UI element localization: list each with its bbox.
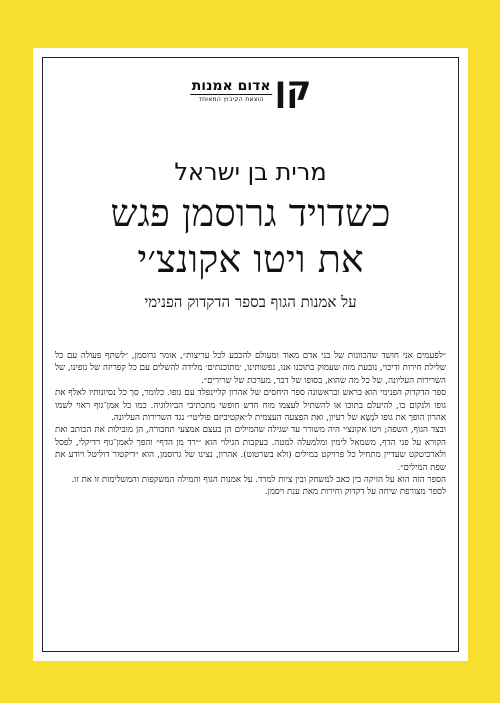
logo-name: אדום אמנות [191,78,271,94]
logo-mark: קן [274,69,312,109]
publisher-logo [190,69,312,109]
book-cover [33,48,468,661]
logo-tagline: הוצאת הקיבוץ המאוחד [198,96,264,103]
blurb-paragraph: הספר הזה הוא על הזיקה בין כאב למשחק ובין ציות למרד. על אמנות הגוף והמילה המשקפות והמשלימות זו את זו. [71,475,446,486]
blurb-paragraph: ובצד הגוף, השפה; ויטו אקונצ׳י היה משורר עד שגילה שהמילים הן בעצם אמצעי תחבורה, הן מובילות את הכותב ואת הקורא על פני הדף, משמאל לימין ומלמעלה למטה. בעקבות הגילוי הוא ״ירד מן הדף״ והפך לאמן־גוף רדיקלי, לפסל ולארכיטקט שעדיין מתחיל כל פרויקט במילים (ולא בשרטוט). אהרון, נצינו של גרוסמן, הוא ״דיקטור דוליטל ויודע את שפת המילים״. [55,425,446,473]
book-subtitle: על אמנות הגוף בספר הדקדוק הפנימי [144,293,357,311]
blurb-paragraph: ספר הדקדוק הפנימי הוא בראש ובראשונה ספר היחסים של אהרון קליינפלד עם גופו. כלומר, סך כל נסיונותיו לאלף את גופו ולנקום בו, להיעלם בתוכו או להשתיל לעצמו מוח חדש חופשי מתכתיבי הביולוגיה. כמו כל אמן־גוף ראוי לשמו אהרון הופך את גופו לנֶשָׂא של רעיון, ואת הפצעה העצמית ל״אקטיביזם פוליטי״ נגד השרירות העליונה. [55,388,446,424]
author-name: מרית בן ישראל [174,158,327,186]
title-line-1: כשדויד גרוסמן פגש [110,191,391,235]
blurb-paragraph: ״לפעמים אני חושד שהכוונות של בני אדם מאוד ומעולם להכבע לכל עריצות״, אומר גרוסמן, ״לשתף פעולה עם כל שלילת חירות ודיכוי, נובעת מזה שעמוק בתוכנו אנו, נפשותינו, ׳מתוכנתים׳ מלידה להשלים עם כל קפריזה של גופינו, של השרירות העליונה, של כל מה שהוא, בסופו של דבר, מערכת של שרירים״. [55,351,446,386]
book-title [43,190,458,282]
blurb-paragraph: לספר מצורפת שיחה על דקדוק וחירות מאת ענת ויסמן. [264,487,446,498]
title-line-2: את ויטו אקונצ׳י [137,237,364,281]
blurb-text [55,350,446,499]
cover-border [42,57,459,652]
